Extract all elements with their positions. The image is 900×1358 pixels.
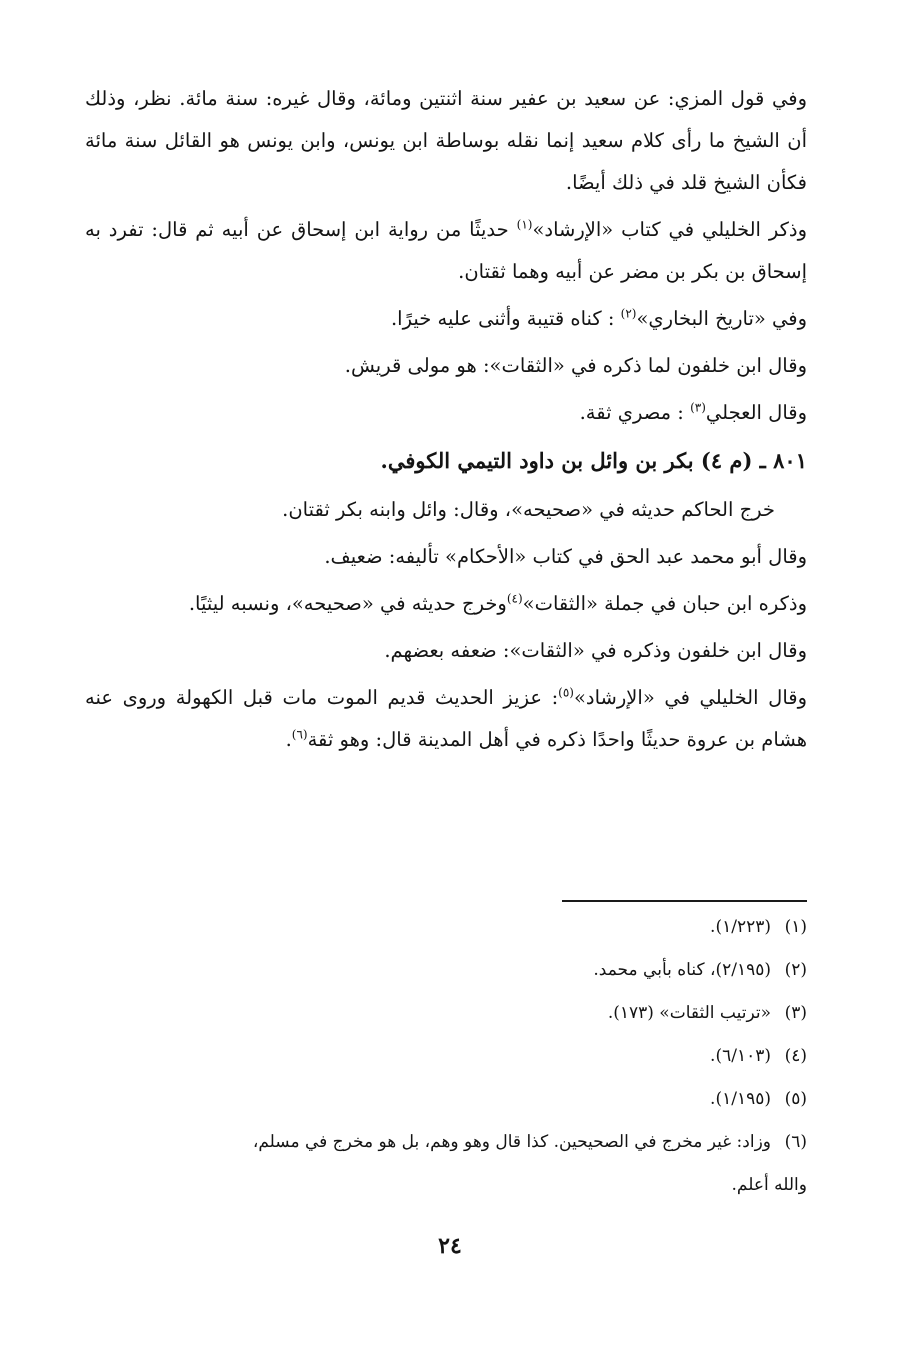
footnote-text: (١/٢٢٣). <box>710 917 771 937</box>
footnote <box>85 1078 807 1121</box>
footnotes <box>85 906 807 1207</box>
footnote-text: (٦/١٠٣). <box>710 1046 771 1066</box>
paragraph: وفي قول المزي: عن سعيد بن عفير سنة اثنتين ومائة، وقال غيره: سنة مائة. نظر، وذلك أن الشيخ ما رأى كلام سعيد إنما نقله بوساطة ابن يونس، وابن يونس هو القائل سنة مائة فكأن الشيخ قلد في ذلك أيضًا. <box>85 87 807 194</box>
text-run: وقال الخليلي في «الإرشاد» <box>573 686 807 709</box>
footnote-divider <box>562 900 807 902</box>
footnote-ref: (٢) <box>620 306 637 321</box>
text-run: : مصري ثقة. <box>579 401 691 424</box>
paragraph: وقال ابن خلفون لما ذكره في «الثقات»: هو مولى قريش. <box>344 354 807 377</box>
footnote-text: «ترتيب الثقات» (١٧٣). <box>607 1003 771 1023</box>
text-run: وقال العجلي <box>705 401 807 424</box>
paragraph <box>85 298 807 340</box>
text-run: وذكر الخليلي في كتاب «الإرشاد» <box>532 218 807 241</box>
footnote-text: (٢/١٩٥)، كناه بأبي محمد. <box>593 960 771 980</box>
footnote-ref: (٦) <box>291 727 308 742</box>
footnote <box>85 949 807 992</box>
footnote-ref: (٣) <box>690 400 706 415</box>
footnote-number: (٥) <box>784 1089 807 1109</box>
paragraph: خرج الحاكم حديثه في «صحيحه»، وقال: وائل وابنه بكر ثقتان. <box>282 498 775 521</box>
text-run: : عزيز الحديث قديم الموت مات قبل الكهولة وروى عنه هشام بن عروة حديثًا واحدًا ذكره في أهل المدينة قال: وهو ثقة <box>85 686 807 751</box>
text-run: وخرج حديثه في «صحيحه»، ونسبه ليثيًا. <box>188 592 507 615</box>
footnote-ref: (٥) <box>558 685 574 700</box>
paragraph <box>85 392 807 434</box>
text-run: وذكره ابن حبان في جملة «الثقات» <box>522 592 807 615</box>
entry-heading: ٨٠١ ـ (م ٤) بكر بن وائل بن داود التيمي الكوفي. <box>380 448 807 473</box>
footnote-continuation: والله أعلم. <box>731 1175 807 1195</box>
footnote-number: (١) <box>784 917 807 937</box>
footnote-number: (٤) <box>784 1046 807 1066</box>
footnote-number: (٦) <box>784 1132 807 1152</box>
text-run: : كناه قتيبة وأثنى عليه خيرًا. <box>390 307 621 330</box>
text-run: حديثًا من رواية ابن إسحاق عن أبيه ثم قال: تفرد به إسحاق بن بكر بن مضر عن أبيه وهما ثقتان. <box>85 218 807 283</box>
text-run: وفي «تاريخ البخاري» <box>636 307 807 330</box>
page-body <box>85 78 807 766</box>
footnote <box>85 1035 807 1078</box>
footnote <box>85 906 807 949</box>
footnote-number: (٣) <box>784 1003 807 1023</box>
footnote-text: (١/١٩٥). <box>710 1089 771 1109</box>
footnote-ref: (١) <box>516 217 533 232</box>
text-run: . <box>285 728 292 751</box>
footnote <box>85 992 807 1035</box>
footnote-number: (٢) <box>784 960 807 980</box>
paragraph: وقال أبو محمد عبد الحق في كتاب «الأحكام» تأليفه: ضعيف. <box>324 545 807 568</box>
paragraph: وقال ابن خلفون وذكره في «الثقات»: ضعفه بعضهم. <box>384 639 807 662</box>
footnote-text: وزاد: غير مخرج في الصحيحين. كذا قال وهو وهم، بل هو مخرج في مسلم، <box>252 1132 771 1152</box>
paragraph <box>85 209 807 293</box>
page-number: ٢٤ <box>438 1233 462 1259</box>
footnote-ref: (٤) <box>506 591 523 606</box>
paragraph <box>85 583 807 625</box>
paragraph <box>85 677 807 761</box>
footnote <box>85 1121 807 1164</box>
